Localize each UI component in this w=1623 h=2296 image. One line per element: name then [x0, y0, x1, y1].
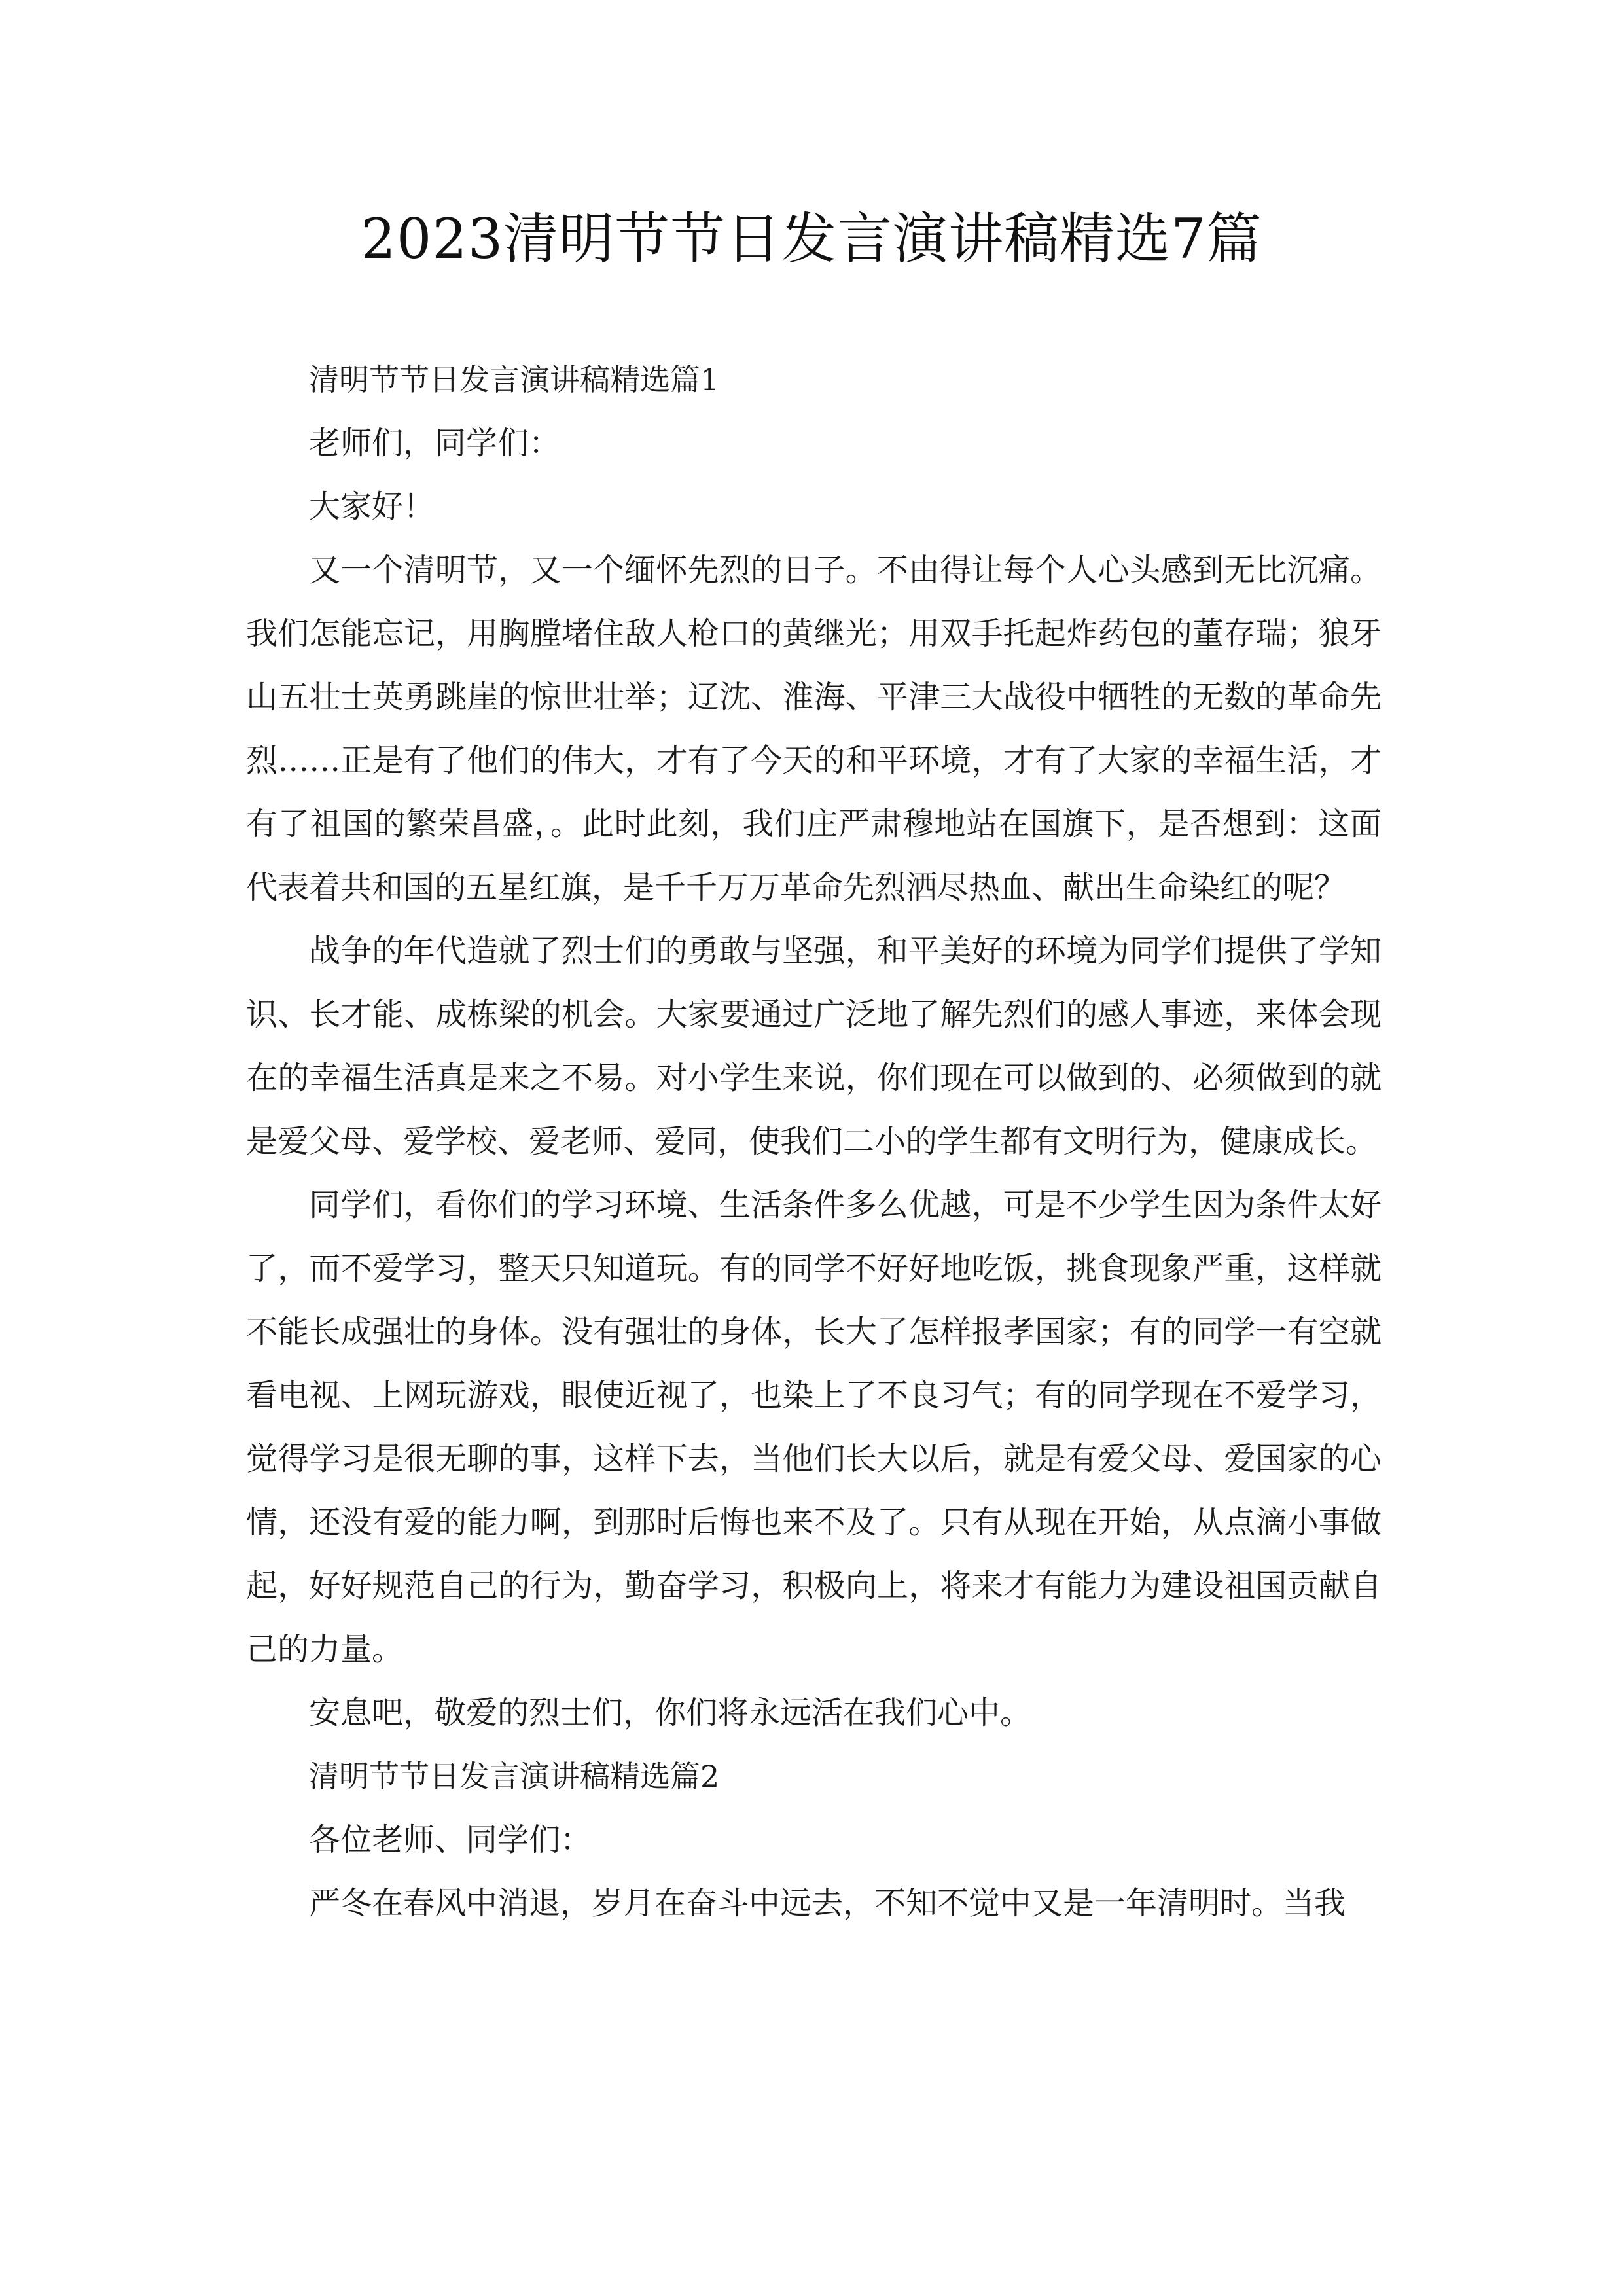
paragraph: 安息吧，敬爱的烈士们，你们将永远活在我们心中。	[309, 1695, 1032, 1731]
document-title: 2023清明节节日发言演讲稿精选7篇	[361, 207, 1262, 271]
salutation: 老师们，同学们：	[309, 425, 561, 461]
salutation: 各位老师、同学们：	[309, 1821, 592, 1858]
paragraph: 严冬在春风中消退，岁月在奋斗中远去，不知不觉中又是一年清明时。当我	[309, 1885, 1346, 1922]
paragraph: 又一个清明节，又一个缅怀先烈的日子。不由得让每个人心头感到无比沉痛。我们怎能忘记，用胸膛堵住敌人枪口的黄继光；用双手托起炸药包的董存瑞；狼牙山五壮士英勇跳崖的惊世壮举；辽沈、淮海、平津三大战役中牺牲的无数的革命先烈……正是有了他们的伟大，才有了今天的和平环境，才有了大家的幸福生活，才有了祖国的繁荣昌盛，。此时此刻，我们庄严肃穆地站在国旗下，是否想到：这面代表着共和国的五星红旗，是千千万万革命先烈洒尽热血、献出生命染红的呢？	[246, 552, 1382, 906]
document-body	[246, 348, 1382, 1935]
greeting: 大家好！	[309, 488, 435, 525]
paragraph: 同学们，看你们的学习环境、生活条件多么优越，可是不少学生因为条件太好了，而不爱学习，整天只知道玩。有的同学不好好地吃饭，挑食现象严重，这样就不能长成强壮的身体。没有强壮的身体，长大了怎样报孝国家；有的同学一有空就看电视、上网玩游戏，眼使近视了，也染上了不良习气；有的同学现在不爱学习，觉得学习是很无聊的事，这样下去，当他们长大以后，就是有爱父母、爱国家的心情，还没有爱的能力啊，到那时后悔也来不及了。只有从现在开始，从点滴小事做起，好好规范自己的行为，勤奋学习，积极向上，将来才有能力为建设祖国贡献自己的力量。	[246, 1187, 1382, 1668]
section-heading: 清明节节日发言演讲稿精选篇1	[309, 362, 720, 397]
section-heading: 清明节节日发言演讲稿精选篇2	[309, 1759, 720, 1794]
paragraph: 战争的年代造就了烈士们的勇敢与坚强，和平美好的环境为同学们提供了学知识、长才能、成栋梁的机会。大家要通过广泛地了解先烈们的感人事迹，来体会现在的幸福生活真是来之不易。对小学生来说，你们现在可以做到的、必须做到的就是爱父母、爱学校、爱老师、爱同，使我们二小的学生都有文明行为，健康成长。	[246, 933, 1382, 1160]
